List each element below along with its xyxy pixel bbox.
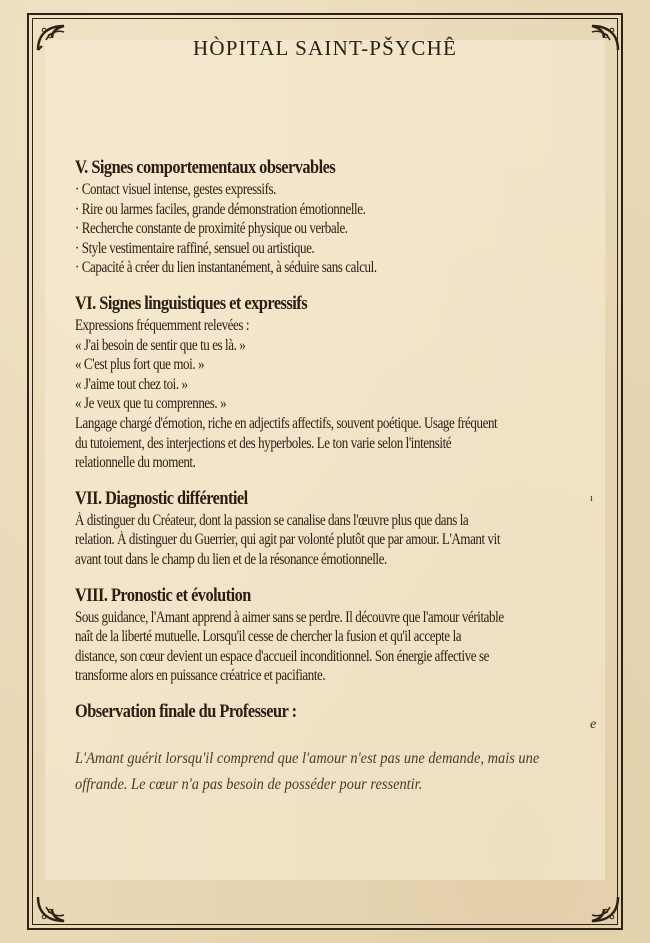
quote-line: L'Amant guérit lorsqu'il comprend que l'amour n'est pas une demande, mais une <box>75 749 540 767</box>
stray-mark: ı <box>590 493 593 504</box>
text-line: avant tout dans le champ du lien et de la résonance émotionnelle. <box>75 550 387 568</box>
list-item: · Recherche constante de proximité physique ou verbale. <box>75 220 348 238</box>
quote-line: « J'ai besoin de sentir que tu es là. » <box>75 336 246 354</box>
corner-flourish-icon <box>586 891 622 927</box>
section-heading: VI. Signes linguistiques et expressifs <box>75 292 308 314</box>
section-differential-diagnosis <box>75 487 603 570</box>
final-heading: Observation finale du Professeur : <box>75 700 297 722</box>
text-line: relation. À distinguer du Guerrier, qui agit par volonté plutôt que par amour. L'Amant vit <box>75 531 501 549</box>
text-line: distance, son cœur devient un espace d'accueil inconditionnel. Son énergie affective se <box>75 647 490 665</box>
section-linguistic-signs <box>75 292 603 473</box>
text-line: Langage chargé d'émotion, riche en adjectifs affectifs, souvent poétique. Usage fréquent <box>75 414 498 432</box>
section-heading: V. Signes comportementaux observables <box>75 157 336 178</box>
corner-flourish-icon <box>34 891 70 927</box>
quote-line: « C'est plus fort que moi. » <box>75 356 205 374</box>
section-behavioral-signs <box>75 156 603 278</box>
list-item: · Capacité à créer du lien instantanément, à séduire sans calcul. <box>75 259 377 277</box>
stray-mark: e <box>590 717 597 732</box>
quote-line: « Je veux que tu comprennes. » <box>75 395 227 413</box>
list-item: · Style vestimentaire raffiné, sensuel ou artistique. <box>75 239 315 257</box>
list-item: · Contact visuel intense, gestes expressifs. <box>75 181 277 198</box>
document-body <box>75 156 603 812</box>
text-line: naît de la liberté mutuelle. Lorsqu'il cesse de chercher la fusion et qu'il accepte la <box>75 628 462 646</box>
text-line: À distinguer du Créateur, dont la passion se canalise dans l'œuvre plus que dans la <box>75 511 469 529</box>
text-line: transforme alors en puissance créatrice et pacifiante. <box>75 667 326 685</box>
quote-line: offrande. Le cœur n'a pas besoin de posséder pour ressentir. <box>75 775 423 793</box>
list-item: · Rire ou larmes faciles, grande démonstration émotionnelle. <box>75 200 366 218</box>
section-heading: VIII. Pronostic et évolution <box>75 584 251 606</box>
page-title: HÒPITAL SAINT-PŠYCHÊ <box>192 36 458 60</box>
section-prognosis <box>75 584 603 686</box>
text-line: Expressions fréquemment relevées : <box>75 316 250 334</box>
quote-line: « J'aime tout chez toi. » <box>75 375 188 393</box>
final-quote <box>75 746 566 798</box>
section-final-observation <box>75 700 603 798</box>
text-line: Sous guidance, l'Amant apprend à aimer sans se perdre. Il découvre que l'amour véritable <box>75 608 504 626</box>
text-line: du tutoiement, des interjections et des hyperboles. Le ton varie selon l'intensité <box>75 434 452 452</box>
section-heading: VII. Diagnostic différentiel <box>75 487 248 509</box>
text-line: relationnelle du moment. <box>75 454 196 472</box>
